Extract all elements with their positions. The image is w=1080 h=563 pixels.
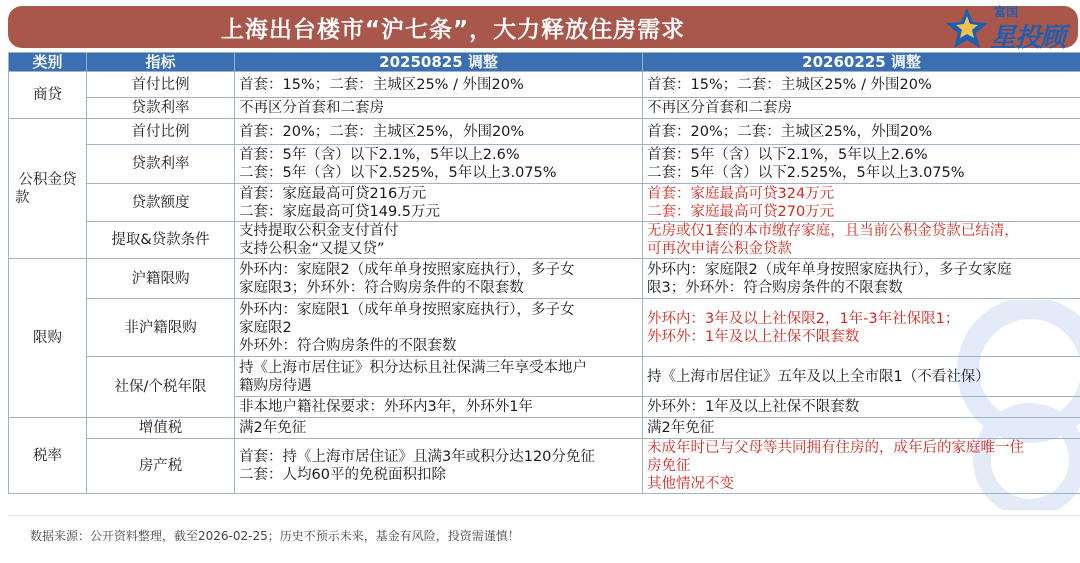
indicator-cell: 首付比例 bbox=[87, 72, 235, 98]
old-value-cell: 首套：15%；二套：主城区25% / 外围20% bbox=[235, 72, 643, 98]
text-line: 二套：人均60平的免税面积扣除 bbox=[239, 467, 446, 483]
title-banner bbox=[8, 6, 1078, 48]
text-line: 二套：家庭最高可贷270万元 bbox=[647, 203, 835, 220]
old-value-cell: 不再区分首套和二套房 bbox=[235, 98, 643, 119]
text-line: 外环内：家庭限2（成年单身按照家庭执行），多子女 bbox=[239, 261, 575, 278]
header-category: 类别 bbox=[9, 53, 87, 72]
new-value-cell bbox=[643, 222, 1080, 259]
new-value-cell bbox=[643, 145, 1080, 184]
table-row bbox=[9, 299, 1080, 357]
category-restriction: 限购 bbox=[9, 259, 87, 418]
text-line: 可再次申请公积金贷款 bbox=[647, 241, 792, 257]
text-line: 首套：5年（含）以下2.1%，5年以上2.6% bbox=[647, 147, 928, 163]
text-line: 二套：5年（含）以下2.525%，5年以上3.075% bbox=[239, 165, 557, 181]
text-line: 外环内：家庭限1（成年单身按照家庭执行），多子女 bbox=[239, 301, 575, 318]
new-value-cell: 外环外：1年及以上社保不限套数 bbox=[643, 397, 1080, 418]
table-row bbox=[9, 259, 1080, 299]
header-new: 20260225 调整 bbox=[643, 53, 1080, 72]
text-line: 持《上海市居住证》积分达标且社保满三年享受本地户 bbox=[239, 359, 587, 376]
text-line: 外环内：家庭限2（成年单身按照家庭执行），多子女家庭 bbox=[647, 261, 1012, 278]
old-value-cell bbox=[235, 259, 643, 299]
indicator-cell: 贷款利率 bbox=[87, 98, 235, 119]
category-provident-line1: 公积金贷 bbox=[18, 171, 77, 188]
text-line: 限3；外环外：符合购房条件的不限套数 bbox=[647, 279, 903, 296]
category-commercial: 商贷 bbox=[9, 72, 87, 119]
page-title: 上海出台楼市“沪七条”，大力释放住房需求 bbox=[220, 16, 686, 43]
old-value-cell bbox=[235, 299, 643, 357]
table-row bbox=[9, 357, 1080, 397]
old-value-cell bbox=[235, 439, 643, 494]
footer-divider bbox=[8, 515, 1080, 516]
text-line: 无房或仅1套的本市缴存家庭，且当前公积金贷款已结清， bbox=[647, 223, 1019, 239]
new-value-cell bbox=[643, 184, 1080, 222]
new-value-cell: 持《上海市居住证》五年及以上全市限1（不看社保） bbox=[643, 357, 1080, 397]
category-provident-line2: 款 bbox=[15, 189, 30, 206]
indicator-cell: 增值税 bbox=[87, 418, 235, 439]
old-value-cell bbox=[235, 184, 643, 222]
old-value-cell bbox=[235, 222, 643, 259]
star-logo-icon bbox=[944, 6, 990, 50]
header-old: 20250825 调整 bbox=[235, 53, 643, 72]
text-line: 外环内：3年及以上社保限2，1年-3年社保限1； bbox=[647, 310, 960, 327]
indicator-cell: 贷款利率 bbox=[87, 145, 235, 184]
text-line: 未成年时已与父母等共同拥有住房的，成年后的家庭唯一住 bbox=[647, 440, 1024, 456]
table-row bbox=[9, 145, 1080, 184]
text-line: 籍购房待遇 bbox=[239, 377, 312, 394]
table-row bbox=[9, 418, 1080, 439]
table-row bbox=[9, 439, 1080, 494]
source-footnote: 数据来源：公开资料整理，截至2026-02-25；历史不预示未来，基金有风险，投资需谨慎！ bbox=[30, 529, 520, 543]
indicator-cell: 社保/个税年限 bbox=[87, 357, 235, 418]
table-row bbox=[9, 222, 1080, 259]
old-value-cell bbox=[235, 145, 643, 184]
text-line: 二套：5年（含）以下2.525%，5年以上3.075% bbox=[647, 165, 965, 181]
text-line: 首套：持《上海市居住证》且满3年或积分达120分免征 bbox=[239, 449, 595, 465]
old-value-cell: 首套：20%；二套：主城区25%，外围20% bbox=[235, 119, 643, 145]
table-row bbox=[9, 98, 1080, 119]
table-row bbox=[9, 72, 1080, 98]
text-line: 家庭限2 bbox=[239, 319, 292, 336]
policy-table bbox=[8, 52, 1080, 494]
text-line: 支持提取公积金支付首付 bbox=[239, 223, 399, 239]
category-provident bbox=[9, 119, 87, 259]
indicator-cell: 房产税 bbox=[87, 439, 235, 494]
text-line: 外环外：1年及以上社保不限套数 bbox=[647, 328, 860, 345]
new-value-cell bbox=[643, 439, 1080, 494]
brand-logo bbox=[944, 2, 1074, 52]
text-line: 家庭限3；外环外：符合购房条件的不限套数 bbox=[239, 279, 524, 296]
text-line: 房免征 bbox=[647, 458, 691, 474]
header-indicator: 指标 bbox=[87, 53, 235, 72]
logo-main-text: 星投顾 bbox=[990, 23, 1066, 53]
old-value-cell bbox=[235, 357, 643, 397]
table-header-row bbox=[9, 53, 1080, 72]
indicator-cell: 非沪籍限购 bbox=[87, 299, 235, 357]
indicator-cell: 沪籍限购 bbox=[87, 259, 235, 299]
indicator-cell: 贷款额度 bbox=[87, 184, 235, 222]
indicator-cell: 提取&贷款条件 bbox=[87, 222, 235, 259]
indicator-cell: 首付比例 bbox=[87, 119, 235, 145]
old-value-cell: 满2年免征 bbox=[235, 418, 643, 439]
table-row bbox=[9, 119, 1080, 145]
text-line: 首套：家庭最高可贷216万元 bbox=[239, 185, 427, 202]
category-tax: 税率 bbox=[9, 418, 87, 494]
new-value-cell: 满2年免征 bbox=[643, 418, 1080, 439]
new-value-cell: 首套：15%；二套：主城区25% / 外围20% bbox=[643, 72, 1080, 98]
text-line: 支持公积金“又提又贷” bbox=[239, 241, 385, 257]
table-row bbox=[9, 184, 1080, 222]
new-value-cell bbox=[643, 299, 1080, 357]
logo-top-text: 富国 bbox=[994, 5, 1019, 19]
old-value-cell: 非本地户籍社保要求：外环内3年，外环外1年 bbox=[235, 397, 643, 418]
text-line: 首套：5年（含）以下2.1%，5年以上2.6% bbox=[239, 147, 520, 163]
text-line: 二套：家庭最高可贷149.5万元 bbox=[239, 203, 441, 220]
new-value-cell: 不再区分首套和二套房 bbox=[643, 98, 1080, 119]
new-value-cell: 首套：20%；二套：主城区25%，外围20% bbox=[643, 119, 1080, 145]
text-line: 其他情况不变 bbox=[647, 476, 734, 492]
text-line: 外环外：符合购房条件的不限套数 bbox=[239, 337, 457, 354]
text-line: 首套：家庭最高可贷324万元 bbox=[647, 185, 835, 202]
new-value-cell bbox=[643, 259, 1080, 299]
